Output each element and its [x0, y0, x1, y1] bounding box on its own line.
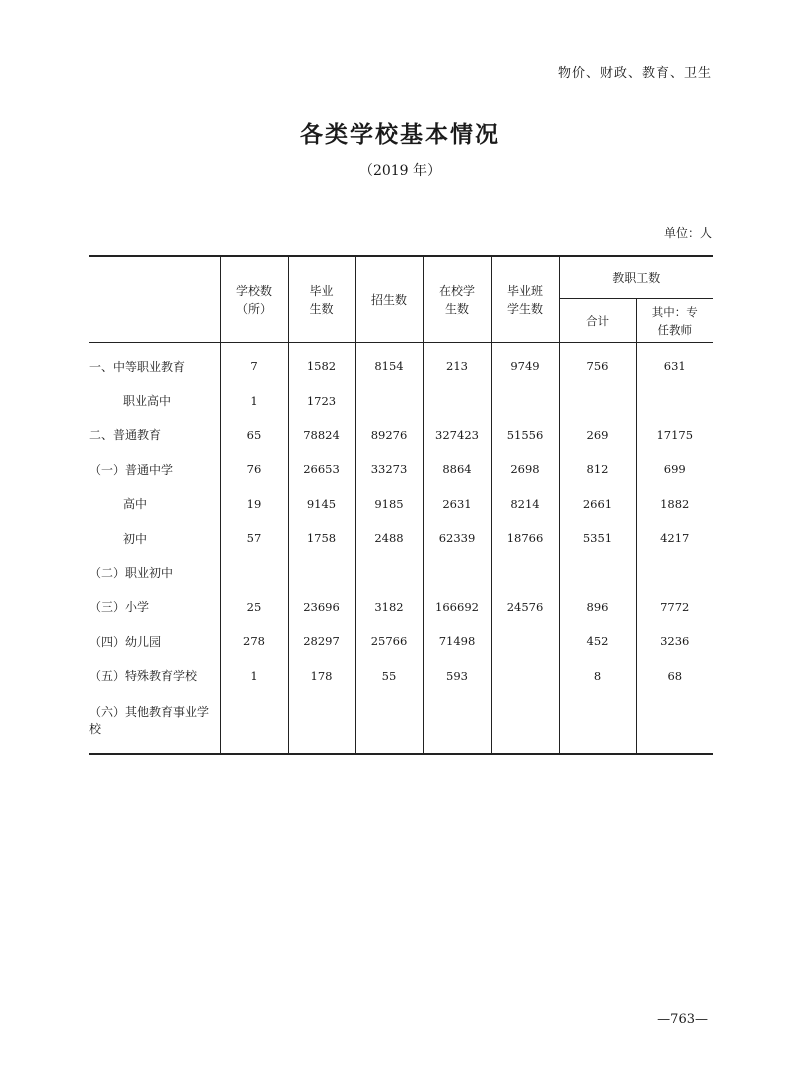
cell-full-time-teachers: 17175	[636, 418, 713, 452]
cell-graduating-class: 2698	[491, 452, 559, 486]
cell-graduates: 26653	[288, 452, 355, 486]
cell-enrollment	[355, 383, 423, 417]
cell-schools: 7	[220, 343, 288, 384]
table-row	[89, 452, 713, 486]
cell-graduating-class	[491, 624, 559, 658]
cell-students: 2631	[423, 487, 491, 521]
cell-staff-total: 2661	[559, 487, 636, 521]
row-label: 一、中等职业教育	[89, 359, 186, 374]
cell-enrollment	[355, 693, 423, 754]
cell-full-time-teachers	[636, 555, 713, 589]
row-label: 高中	[123, 497, 148, 512]
cell-graduates	[288, 555, 355, 589]
cell-staff-total: 756	[559, 343, 636, 384]
cell-graduates: 1582	[288, 343, 355, 384]
cell-graduates	[288, 693, 355, 754]
cell-full-time-teachers	[636, 693, 713, 754]
row-label: （四）幼儿园	[89, 634, 162, 649]
running-head: 物价、财政、教育、卫生	[557, 66, 712, 81]
cell-graduates: 1758	[288, 521, 355, 555]
table-row	[89, 418, 713, 452]
row-label: （三）小学	[89, 600, 150, 615]
header-graduates: 毕业生数	[288, 256, 355, 343]
cell-schools: 1	[220, 659, 288, 693]
cell-schools	[220, 693, 288, 754]
cell-graduating-class: 24576	[491, 590, 559, 624]
cell-graduating-class	[491, 659, 559, 693]
row-label: （六）其他教育事业学校	[89, 693, 220, 754]
cell-full-time-teachers	[636, 383, 713, 417]
row-label: （二）职业初中	[89, 566, 174, 581]
cell-staff-total: 5351	[559, 521, 636, 555]
page-number: —763—	[657, 1012, 708, 1027]
cell-staff-total: 452	[559, 624, 636, 658]
table-row	[89, 555, 713, 589]
cell-schools: 65	[220, 418, 288, 452]
cell-full-time-teachers: 68	[636, 659, 713, 693]
table-row	[89, 521, 713, 555]
row-label: （五）特殊教育学校	[89, 669, 198, 684]
table-body	[89, 343, 713, 754]
cell-full-time-teachers: 7772	[636, 590, 713, 624]
cell-enrollment: 9185	[355, 487, 423, 521]
cell-students: 8864	[423, 452, 491, 486]
cell-graduates: 78824	[288, 418, 355, 452]
cell-staff-total	[559, 693, 636, 754]
table-row	[89, 693, 713, 754]
cell-staff-total	[559, 555, 636, 589]
cell-enrollment: 25766	[355, 624, 423, 658]
cell-full-time-teachers: 4217	[636, 521, 713, 555]
header-students: 在校学生数	[423, 256, 491, 343]
table-row	[89, 383, 713, 417]
page-subtitle-year: （2019 年）	[358, 163, 442, 179]
header-enrollment: 招生数	[355, 256, 423, 343]
unit-label: 单位：人	[663, 226, 712, 240]
cell-students	[423, 555, 491, 589]
table-row	[89, 590, 713, 624]
header-blank-cell	[89, 256, 220, 343]
cell-students: 71498	[423, 624, 491, 658]
cell-schools: 1	[220, 383, 288, 417]
cell-students: 213	[423, 343, 491, 384]
cell-enrollment: 2488	[355, 521, 423, 555]
cell-schools: 19	[220, 487, 288, 521]
cell-graduating-class	[491, 555, 559, 589]
cell-graduates: 28297	[288, 624, 355, 658]
cell-schools	[220, 555, 288, 589]
cell-graduating-class	[491, 383, 559, 417]
cell-schools: 278	[220, 624, 288, 658]
cell-graduating-class: 9749	[491, 343, 559, 384]
cell-enrollment	[355, 555, 423, 589]
cell-schools: 25	[220, 590, 288, 624]
cell-full-time-teachers: 699	[636, 452, 713, 486]
header-staff-group: 教职工数	[559, 256, 713, 299]
cell-full-time-teachers: 1882	[636, 487, 713, 521]
cell-students: 166692	[423, 590, 491, 624]
cell-students	[423, 383, 491, 417]
cell-full-time-teachers: 631	[636, 343, 713, 384]
header-schools: 学校数（所）	[220, 256, 288, 343]
cell-schools: 76	[220, 452, 288, 486]
cell-graduating-class: 51556	[491, 418, 559, 452]
table-row	[89, 343, 713, 384]
cell-enrollment: 33273	[355, 452, 423, 486]
table-row	[89, 624, 713, 658]
cell-graduates: 178	[288, 659, 355, 693]
row-label: 初中	[123, 531, 148, 546]
header-staff-total: 合计	[559, 299, 636, 343]
cell-graduating-class	[491, 693, 559, 754]
cell-full-time-teachers: 3236	[636, 624, 713, 658]
cell-graduating-class: 8214	[491, 487, 559, 521]
row-label: 职业高中	[123, 394, 172, 409]
cell-schools: 57	[220, 521, 288, 555]
header-full-time-teachers: 其中：专任教师	[636, 299, 713, 343]
cell-enrollment: 89276	[355, 418, 423, 452]
page-title: 各类学校基本情况	[300, 122, 500, 148]
cell-staff-total: 896	[559, 590, 636, 624]
header-graduating-class: 毕业班学生数	[491, 256, 559, 343]
cell-students: 593	[423, 659, 491, 693]
cell-staff-total: 8	[559, 659, 636, 693]
cell-graduates: 9145	[288, 487, 355, 521]
table-header	[89, 256, 713, 343]
cell-graduates: 1723	[288, 383, 355, 417]
cell-enrollment: 3182	[355, 590, 423, 624]
cell-graduates: 23696	[288, 590, 355, 624]
cell-enrollment: 55	[355, 659, 423, 693]
cell-graduating-class: 18766	[491, 521, 559, 555]
table-row	[89, 487, 713, 521]
school-statistics-table	[89, 255, 713, 755]
cell-students	[423, 693, 491, 754]
cell-enrollment: 8154	[355, 343, 423, 384]
cell-staff-total: 269	[559, 418, 636, 452]
cell-students: 62339	[423, 521, 491, 555]
row-label: 二、普通教育	[89, 428, 162, 443]
row-label: （一）普通中学	[89, 462, 174, 477]
table-row	[89, 659, 713, 693]
cell-staff-total	[559, 383, 636, 417]
cell-staff-total: 812	[559, 452, 636, 486]
cell-students: 327423	[423, 418, 491, 452]
